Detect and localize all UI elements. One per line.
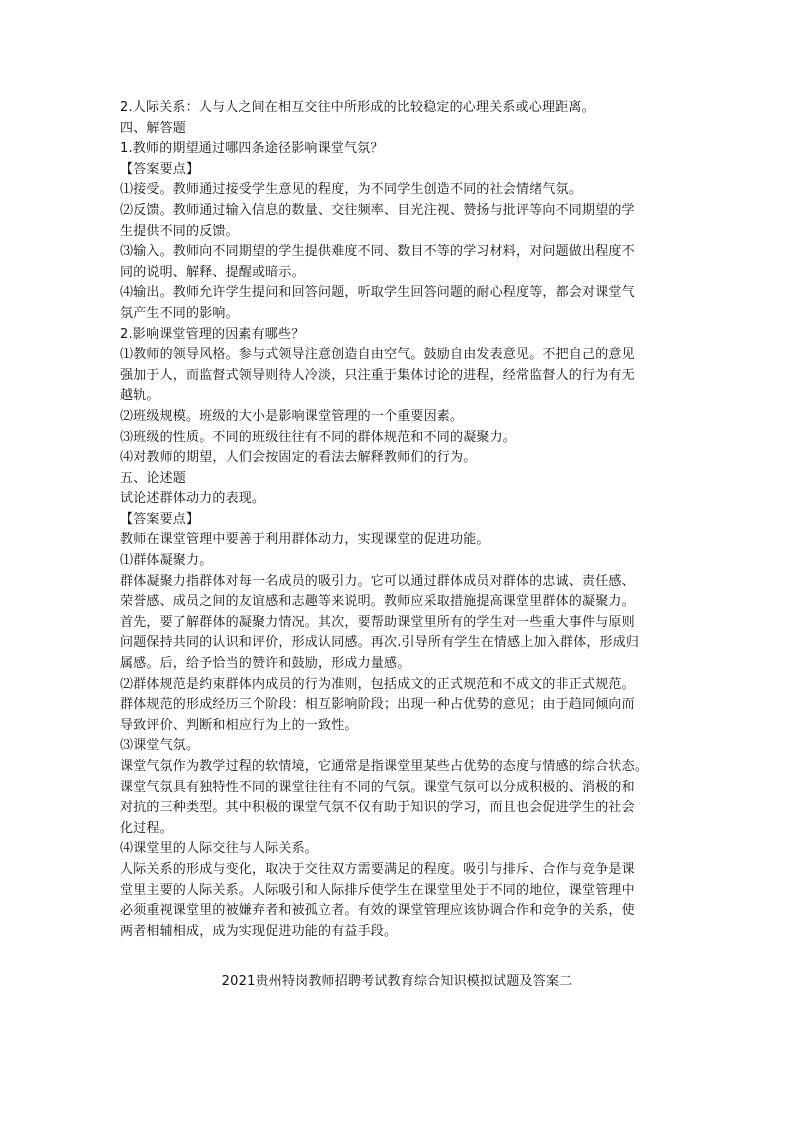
text-line: 强加于人，而监督式领导则待人冷淡，只注重于集体讨论的进程，经常监督人的行为有无 (120, 367, 635, 383)
text-line: 氛产生不同的影响。 (120, 305, 239, 321)
text-line: ⑷输出。教师允许学生提问和回答问题，听取学生回答问题的耐心程度等，都会对课堂气 (120, 285, 635, 301)
text-line: 必须重视课堂里的被嫌弃者和被孤立者。有效的课堂管理应该协调合作和竞争的关系，使 (120, 903, 635, 919)
text-line: 四、解答题 (120, 120, 187, 136)
text-line: 【答案要点】 (120, 161, 200, 177)
text-line: 课堂气氛作为教学过程的软情境，它通常是指课堂里某些占优势的态度与情感的综合状态。 (120, 759, 649, 774)
document-body (120, 98, 680, 942)
text-line: ⑴群体凝聚力。 (120, 553, 213, 569)
text-line: 1.教师的期望通过哪四条途径影响课堂气氛？ (120, 141, 384, 157)
text-line: 首先，要了解群体的凝聚力情况。其次，要帮助课堂里所有的学生对一些重大事件与原则 (120, 614, 635, 630)
text-line: ⑵群体规范是约束群体内成员的行为准则，包括成文的正式规范和不成文的非正式规范。 (120, 676, 635, 692)
text-line: 问题保持共同的认识和评价，形成认同感。再次.引导所有学生在情感上加入群体，形成归 (120, 635, 640, 651)
text-line: 试论述群体动力的表现。 (120, 491, 266, 507)
text-line: 对抗的三种类型。其中积极的课堂气氛不仅有助于知识的学习，而且也会促进学生的社会 (120, 800, 635, 816)
next-section-title: 2021贵州特岗教师招聘考试教育综合知识模拟试题及答案二 (221, 974, 573, 989)
text-line: 课堂气氛具有独特性不同的课堂往往有不同的气氛。课堂气氛可以分成积极的、消极的和 (120, 779, 635, 795)
text-line: 群体规范的形成经历三个阶段：相互影响阶段；出现一种占优势的意见；由于趋同倾向而 (120, 697, 635, 713)
text-line: 五、论述题 (120, 470, 187, 486)
text-line: ⑶输入。教师向不同期望的学生提供难度不同、数目不等的学习材料，对问题做出程度不 (120, 244, 635, 260)
text-line: 属感。后，给予恰当的赞许和鼓励，形成力量感。 (120, 656, 411, 672)
text-line: ⑶课堂气氛。 (120, 738, 200, 754)
text-line: 荣誉感、成员之间的友谊感和志趣等来说明。教师应采取措施提高课堂里群体的凝聚力。 (120, 594, 635, 610)
text-line: ⑷课堂里的人际交往与人际关系。 (120, 841, 319, 857)
text-line: ⑴接受。教师通过接受学生意见的程度，为不同学生创造不同的社会情绪气氛。 (120, 182, 583, 198)
text-line: 越轨。 (120, 388, 160, 404)
text-line: 化过程。 (120, 820, 173, 836)
text-line: ⑶班级的性质。不同的班级往往有不同的群体规范和不同的凝聚力。 (120, 429, 517, 445)
text-line: 同的说明、解释、提醒或暗示。 (120, 264, 305, 280)
text-line: 堂里主要的人际关系。人际吸引和人际排斥使学生在课堂里处于不同的地位，课堂管理中 (120, 882, 635, 898)
text-line: 人际关系的形成与变化，取决于交往双方需要满足的程度。吸引与排斥、合作与竞争是课 (120, 861, 635, 877)
text-line: 群体凝聚力指群体对每一名成员的吸引力。它可以通过群体成员对群体的忠诚、责任感、 (120, 573, 635, 589)
text-line: 2.人际关系：人与人之间在相互交往中所形成的比较稳定的心理关系或心理距离。 (120, 100, 595, 115)
text-line: 导致评价、判断和相应行为上的一致性。 (120, 717, 358, 733)
text-line: 两者相辅相成，成为实现促进功能的有益手段。 (120, 923, 398, 939)
text-line: ⑵班级规模。班级的大小是影响课堂管理的一个重要因素。 (120, 408, 464, 424)
text-line: 教师在课堂管理中要善于利用群体动力，实现课堂的促进功能。 (120, 532, 490, 548)
text-line: ⑷对教师的期望，人们会按固定的看法去解释教师们的行为。 (120, 450, 477, 466)
text-line: ⑴教师的领导风格。参与式领导注意创造自由空气。鼓励自由发表意见。不把自己的意见 (120, 347, 635, 363)
text-line: 【答案要点】 (120, 511, 200, 527)
text-line: 2.影响课堂管理的因素有哪些？ (120, 326, 305, 342)
text-line: 生提供不同的反馈。 (120, 223, 239, 239)
text-line: ⑵反馈。教师通过输入信息的数量、交往频率、目光注视、赞扬与批评等向不同期望的学 (120, 202, 635, 218)
